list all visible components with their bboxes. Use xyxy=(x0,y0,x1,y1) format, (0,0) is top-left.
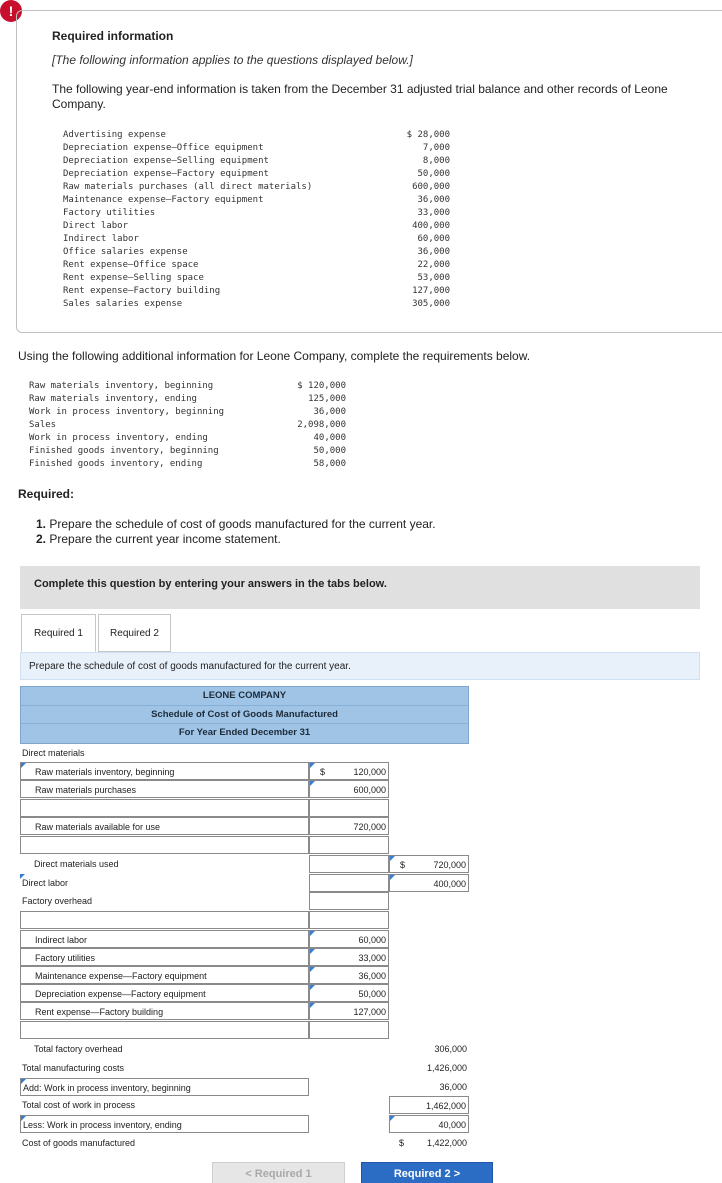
input-marker-icon xyxy=(20,874,25,879)
amount-cell-col1[interactable] xyxy=(309,948,389,966)
item-label: Sales xyxy=(29,420,57,430)
item-amount: 305,000 xyxy=(412,299,450,309)
instruction-bar: Prepare the schedule of cost of goods manufactured for the current year. xyxy=(20,652,700,680)
input-marker-icon xyxy=(310,985,315,990)
amount-value: 50,000 xyxy=(358,988,386,999)
row-label-cell[interactable] xyxy=(20,930,309,948)
list-item xyxy=(29,380,346,393)
item-amount: 2,098,000 xyxy=(297,420,346,430)
item-amount: 50,000 xyxy=(313,446,346,456)
amount-cell-col1[interactable] xyxy=(309,780,389,798)
row-label-cell[interactable] xyxy=(20,948,309,966)
amount-cell-col2 xyxy=(389,1021,469,1039)
row-label-cell xyxy=(20,1134,309,1152)
input-marker-icon xyxy=(310,763,315,768)
table-row xyxy=(20,984,469,1002)
tab-required-1[interactable]: Required 1 xyxy=(21,614,96,652)
amount-value: 720,000 xyxy=(433,859,466,870)
item-amount: 50,000 xyxy=(417,169,450,179)
amount-value: 36,000 xyxy=(439,1081,467,1092)
amount-cell-col2 xyxy=(389,799,469,817)
item-amount: 8,000 xyxy=(422,156,450,166)
list-item xyxy=(63,272,450,285)
amount-cell-col1[interactable] xyxy=(309,1021,389,1039)
row-label-cell[interactable] xyxy=(20,911,309,929)
amount-cell-col1[interactable] xyxy=(309,817,389,835)
list-item xyxy=(63,285,450,298)
amount-cell-col2 xyxy=(389,1040,469,1058)
item-label: Raw materials purchases (all direct materials) xyxy=(63,182,313,192)
item-amount: $ 28,000 xyxy=(406,130,450,140)
amount-cell-col1[interactable] xyxy=(309,911,389,929)
info-intro: The following year-end information is taken from the December 31 adjusted trial balance and other records of Leone Company. xyxy=(52,82,668,111)
amount-cell-col2 xyxy=(389,1078,469,1096)
input-marker-icon xyxy=(310,967,315,972)
item-label: Raw materials inventory, ending xyxy=(29,394,197,404)
item-label: Rent expense—Factory building xyxy=(63,286,221,296)
list-item xyxy=(29,432,346,445)
row-label-cell xyxy=(20,1096,309,1114)
item-label: Rent expense—Selling space xyxy=(63,273,204,283)
required-item: 1. Prepare the schedule of cost of goods manufactured for the current year. xyxy=(36,517,436,531)
input-marker-icon xyxy=(310,949,315,954)
item-label: Rent expense—Office space xyxy=(63,260,199,270)
item-amount: 36,000 xyxy=(417,247,450,257)
row-label-cell[interactable] xyxy=(20,817,309,835)
row-label: Direct materials xyxy=(22,747,85,758)
additional-info-list xyxy=(29,380,346,471)
amount-cell-col2[interactable] xyxy=(389,1115,469,1133)
row-label-cell xyxy=(20,892,309,910)
amount-cell-col2[interactable] xyxy=(389,1096,469,1114)
table-row xyxy=(20,1021,469,1039)
next-required-button[interactable]: Required 2 > xyxy=(361,1162,493,1183)
row-label-cell[interactable] xyxy=(20,836,309,854)
row-label: Raw materials purchases xyxy=(35,784,137,795)
amount-cell-col1[interactable] xyxy=(309,874,389,892)
row-label: Cost of goods manufactured xyxy=(22,1137,136,1148)
input-marker-icon xyxy=(390,1116,395,1121)
item-amount: 53,000 xyxy=(417,273,450,283)
row-label-cell[interactable] xyxy=(20,780,309,798)
amount-cell-col2 xyxy=(389,817,469,835)
table-row xyxy=(20,911,469,929)
input-marker-icon xyxy=(310,931,315,936)
amount-value: 720,000 xyxy=(353,821,386,832)
amount-cell-col1 xyxy=(309,1096,389,1114)
schedule-header xyxy=(20,686,469,744)
list-item xyxy=(29,445,346,458)
table-row xyxy=(20,836,469,854)
list-item xyxy=(63,246,450,259)
row-label: Depreciation expense—Factory equipment xyxy=(35,988,206,999)
list-item xyxy=(63,168,450,181)
input-marker-icon xyxy=(390,856,395,861)
item-amount: 40,000 xyxy=(313,433,346,443)
amount-cell-col1 xyxy=(309,1059,389,1077)
table-row xyxy=(20,855,469,873)
info-title: Required information xyxy=(52,29,174,43)
amount-cell-col2 xyxy=(389,836,469,854)
amount-cell-col2 xyxy=(389,780,469,798)
amount-cell-col2 xyxy=(389,892,469,910)
table-row xyxy=(20,948,469,966)
item-amount: 33,000 xyxy=(417,208,450,218)
row-label: Factory overhead xyxy=(22,895,93,906)
row-label-cell xyxy=(20,1040,309,1058)
list-item xyxy=(63,142,450,155)
item-label: Office salaries expense xyxy=(63,247,188,257)
amount-cell-col2 xyxy=(389,948,469,966)
row-label-cell[interactable] xyxy=(20,1021,309,1039)
alert-icon: ! xyxy=(0,0,22,22)
table-row xyxy=(20,762,469,780)
amount-cell-col2 xyxy=(389,911,469,929)
item-label: Direct labor xyxy=(63,221,129,231)
tab-required-2[interactable]: Required 2 xyxy=(98,614,171,652)
amount-cell-col1[interactable] xyxy=(309,930,389,948)
cogm-schedule xyxy=(20,686,469,1164)
row-label: Total factory overhead xyxy=(34,1043,123,1054)
schedule-period: For Year Ended December 31 xyxy=(178,727,311,738)
amount-value: 40,000 xyxy=(438,1119,466,1130)
list-item xyxy=(29,393,346,406)
table-row xyxy=(20,1115,469,1133)
row-label-cell xyxy=(20,744,309,762)
amount-value: 33,000 xyxy=(358,952,386,963)
amount-cell-col2 xyxy=(389,1059,469,1077)
dollar-sign: $ xyxy=(399,1137,405,1148)
item-label: Indirect labor xyxy=(63,234,139,244)
list-item xyxy=(63,298,450,311)
list-item xyxy=(63,155,450,168)
item-label: Work in process inventory, ending xyxy=(29,433,208,443)
table-row xyxy=(20,1134,469,1152)
input-marker-icon xyxy=(310,1003,315,1008)
table-row xyxy=(20,799,469,817)
row-label-cell[interactable] xyxy=(20,984,309,1002)
amount-cell-col1[interactable] xyxy=(309,1002,389,1020)
amount-cell-col2 xyxy=(389,1134,469,1152)
table-row xyxy=(20,892,469,910)
item-label: Finished goods inventory, ending xyxy=(29,459,203,469)
item-label: Depreciation expense—Selling equipment xyxy=(63,156,269,166)
prev-required-button[interactable]: < Required 1 xyxy=(212,1162,345,1183)
amount-cell-col2 xyxy=(389,762,469,780)
row-label: Direct labor xyxy=(22,877,69,888)
item-label: Work in process inventory, beginning xyxy=(29,407,225,417)
amount-cell-col1 xyxy=(309,1040,389,1058)
amount-cell-col1[interactable] xyxy=(309,799,389,817)
item-amount: 36,000 xyxy=(313,407,346,417)
item-amount: 125,000 xyxy=(308,394,346,404)
required-list xyxy=(36,517,436,547)
amount-cell-col1[interactable] xyxy=(309,836,389,854)
table-row xyxy=(20,817,469,835)
info-subtitle: [The following information applies to the questions displayed below.] xyxy=(52,53,413,67)
table-row xyxy=(20,1040,469,1058)
amount-cell-col2 xyxy=(389,1002,469,1020)
amount-value: 127,000 xyxy=(353,1006,386,1017)
amount-value: 1,422,000 xyxy=(426,1137,467,1148)
row-label: Raw materials available for use xyxy=(35,821,161,832)
table-row xyxy=(20,1096,469,1114)
dollar-sign: $ xyxy=(320,766,326,777)
list-item xyxy=(63,181,450,194)
row-label-cell[interactable] xyxy=(20,799,309,817)
amount-cell-col2 xyxy=(389,966,469,984)
dollar-sign: $ xyxy=(400,859,406,870)
amount-cell-col1[interactable] xyxy=(309,855,389,873)
row-label: Total manufacturing costs xyxy=(22,1062,125,1073)
item-amount: 58,000 xyxy=(313,459,346,469)
list-item xyxy=(29,419,346,432)
amount-cell-col2[interactable] xyxy=(389,874,469,892)
item-amount: 36,000 xyxy=(417,195,450,205)
amount-value: 36,000 xyxy=(358,970,386,981)
row-label-cell xyxy=(20,1059,309,1077)
amount-cell-col1 xyxy=(309,744,389,762)
amount-value: 600,000 xyxy=(353,784,386,795)
item-amount: 7,000 xyxy=(422,143,450,153)
row-label: Total cost of work in process xyxy=(22,1099,136,1110)
table-row xyxy=(20,1078,469,1096)
table-row xyxy=(20,874,469,892)
row-label-cell[interactable] xyxy=(20,1002,309,1020)
amount-cell-col1 xyxy=(309,1078,389,1096)
row-label: Maintenance expense—Factory equipment xyxy=(35,970,207,981)
amount-cell-col1 xyxy=(309,1115,389,1133)
row-label-cell[interactable] xyxy=(20,874,309,892)
amount-cell-col1[interactable] xyxy=(309,892,389,910)
table-row xyxy=(20,1059,469,1077)
table-row xyxy=(20,1002,469,1020)
amount-value: 120,000 xyxy=(353,766,386,777)
row-label: Direct materials used xyxy=(34,858,119,869)
list-item xyxy=(63,207,450,220)
table-row xyxy=(20,930,469,948)
company-name: LEONE COMPANY xyxy=(21,687,468,706)
amount-cell-col1 xyxy=(309,1134,389,1152)
amount-cell-col2[interactable] xyxy=(389,855,469,873)
row-label-cell[interactable] xyxy=(20,762,309,780)
list-item xyxy=(63,129,450,142)
item-amount: $ 120,000 xyxy=(297,381,346,391)
item-amount: 60,000 xyxy=(417,234,450,244)
row-label: Factory utilities xyxy=(35,952,96,963)
trial-balance-list xyxy=(63,129,450,311)
item-label: Depreciation expense—Office equipment xyxy=(63,143,264,153)
list-item xyxy=(29,406,346,419)
item-label: Depreciation expense—Factory equipment xyxy=(63,169,269,179)
table-row xyxy=(20,966,469,984)
input-marker-icon xyxy=(21,1116,26,1121)
row-label-cell[interactable] xyxy=(20,1078,309,1096)
list-item xyxy=(63,194,450,207)
amount-cell-col1[interactable] xyxy=(309,984,389,1002)
item-label: Advertising expense xyxy=(63,130,166,140)
item-amount: 22,000 xyxy=(417,260,450,270)
required-heading: Required: xyxy=(18,487,75,501)
row-label: Indirect labor xyxy=(35,934,88,945)
amount-cell-col2 xyxy=(389,930,469,948)
item-amount: 127,000 xyxy=(412,286,450,296)
row-label: Raw materials inventory, beginning xyxy=(35,766,175,777)
item-label: Sales salaries expense xyxy=(63,299,183,309)
item-label: Factory utilities xyxy=(63,208,156,218)
amount-cell-col1[interactable] xyxy=(309,966,389,984)
item-label: Maintenance expense—Factory equipment xyxy=(63,195,264,205)
row-label-cell[interactable] xyxy=(20,966,309,984)
row-label-cell[interactable] xyxy=(20,1115,309,1133)
input-marker-icon xyxy=(310,781,315,786)
table-row xyxy=(20,780,469,798)
amount-cell-col1[interactable] xyxy=(309,762,389,780)
amount-value: 306,000 xyxy=(434,1043,467,1054)
list-item xyxy=(63,233,450,246)
amount-value: 60,000 xyxy=(358,934,386,945)
amount-value: 1,426,000 xyxy=(426,1062,467,1073)
list-item xyxy=(63,259,450,272)
amount-cell-col2 xyxy=(389,744,469,762)
input-marker-icon xyxy=(390,875,395,880)
schedule-title: Schedule of Cost of Goods Manufactured xyxy=(21,706,468,725)
row-label: Less: Work in process inventory, ending xyxy=(23,1119,182,1130)
amount-cell-col2 xyxy=(389,984,469,1002)
amount-value: 400,000 xyxy=(433,878,466,889)
schedule-body xyxy=(20,744,469,1164)
input-marker-icon xyxy=(21,763,26,768)
item-amount: 400,000 xyxy=(412,221,450,231)
list-item xyxy=(29,458,346,471)
row-label: Rent expense—Factory building xyxy=(35,1006,164,1017)
required-item: 2. Prepare the current year income statement. xyxy=(36,532,281,546)
input-marker-icon xyxy=(21,1079,26,1084)
additional-intro: Using the following additional information for Leone Company, complete the requirements below. xyxy=(18,349,531,363)
row-label: Add: Work in process inventory, beginning xyxy=(23,1082,191,1093)
item-amount: 600,000 xyxy=(412,182,450,192)
complete-question-bar: Complete this question by entering your answers in the tabs below. xyxy=(20,566,700,609)
row-label-cell xyxy=(20,855,309,873)
item-label: Finished goods inventory, beginning xyxy=(29,446,219,456)
item-label: Raw materials inventory, beginning xyxy=(29,381,214,391)
table-row xyxy=(20,744,469,762)
amount-value: 1,462,000 xyxy=(425,1100,466,1111)
list-item xyxy=(63,220,450,233)
